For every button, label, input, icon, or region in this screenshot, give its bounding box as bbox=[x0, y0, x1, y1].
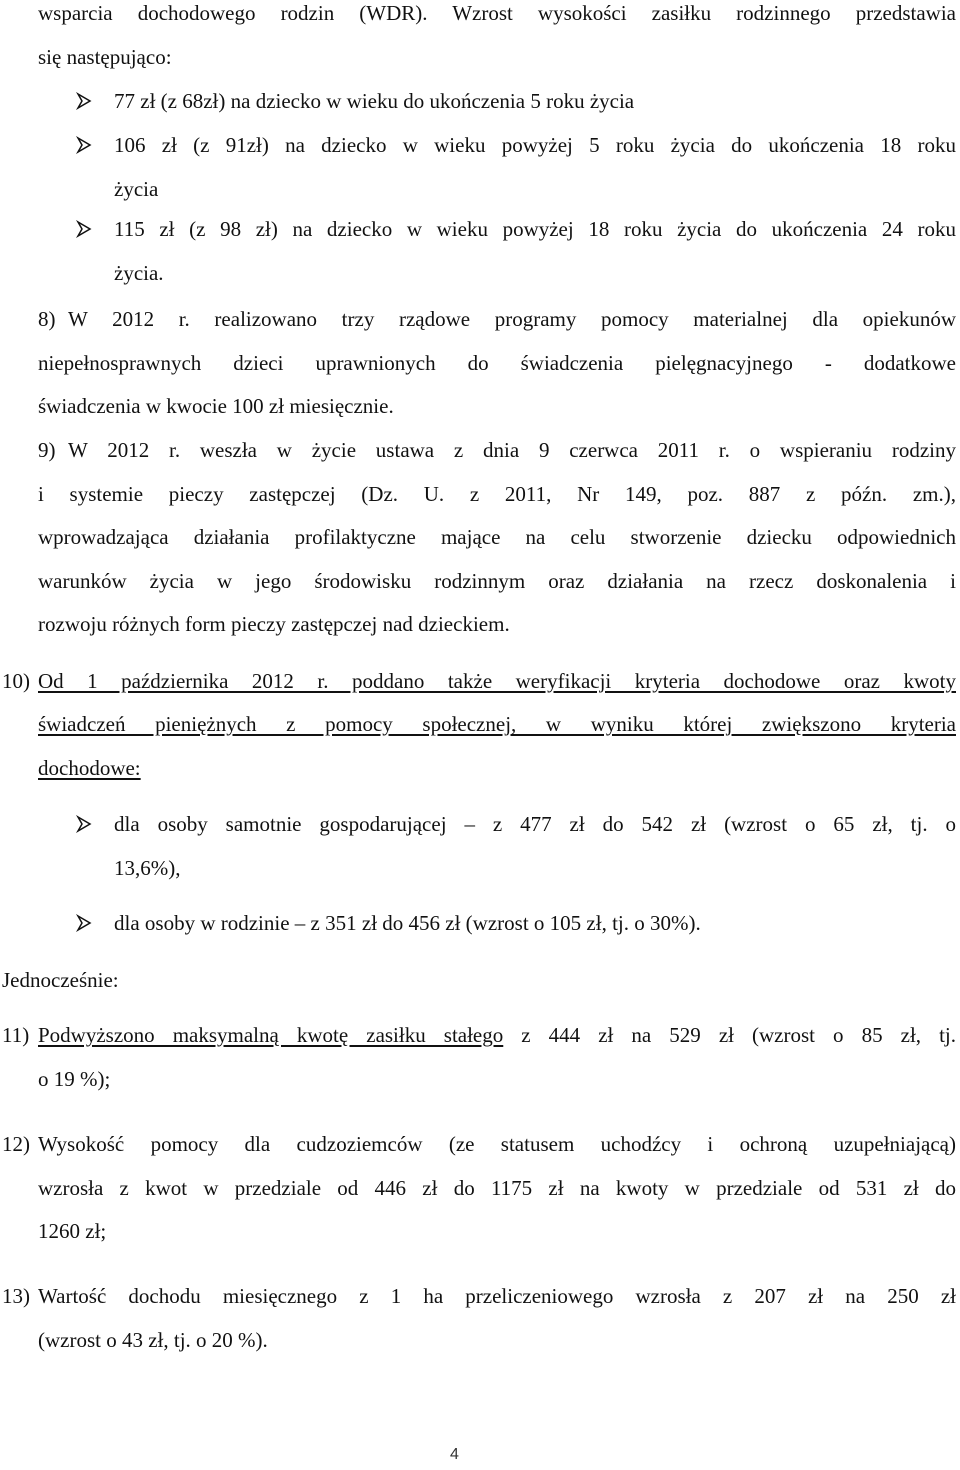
item-11-underlined: Podwyższono maksymalną kwotę zasiłku stałego bbox=[38, 1023, 504, 1047]
item-13-line-2: (wzrost o 43 zł, tj. o 20 %). bbox=[38, 1328, 268, 1352]
arrow-bullet-icon bbox=[76, 220, 92, 238]
item-10-line-1: Od 1 października 2012 r. poddano także weryfikacji kryteria dochodowe oraz kwoty bbox=[38, 669, 956, 693]
page-number: 4 bbox=[450, 1446, 459, 1463]
item-10-line-3: dochodowe: bbox=[38, 756, 141, 780]
item-11-line-2: o 19 %); bbox=[38, 1067, 111, 1091]
arrow-bullet-icon bbox=[76, 914, 92, 932]
criteria-item-2: dla osoby w rodzinie – z 351 zł do 456 zł (wzrost o 105 zł, tj. o 30%). bbox=[114, 911, 701, 935]
item-9-line-4: warunków życia w jego środowisku rodzinnym oraz działania na rzecz doskonalenia i bbox=[38, 569, 956, 593]
item-8-line-3: świadczenia w kwocie 100 zł miesięcznie. bbox=[38, 394, 394, 418]
arrow-bullet-icon bbox=[76, 815, 92, 833]
item-9-number: 9) bbox=[38, 438, 56, 462]
item-12-line-3: 1260 zł; bbox=[38, 1219, 107, 1243]
item-9-line-1: W 2012 r. weszła w życie ustawa z dnia 9 czerwca 2011 r. o wspieraniu rodziny bbox=[68, 438, 956, 462]
arrow-bullet-icon bbox=[76, 136, 92, 154]
item-11-line-1 bbox=[38, 1022, 956, 1048]
arrow-bullet-icon bbox=[76, 92, 92, 110]
intro-line-2: się następująco: bbox=[38, 45, 172, 69]
criteria-item-1-line-1: dla osoby samotnie gospodarującej – z 477 zł do 542 zł (wzrost o 65 zł, tj. o bbox=[114, 812, 956, 836]
item-8-number: 8) bbox=[38, 307, 56, 331]
item-13-number: 13) bbox=[2, 1284, 30, 1308]
item-10-line-2: świadczeń pieniężnych z pomocy społecznej, w wyniku której zwiększono kryteria bbox=[38, 712, 956, 736]
allowance-item-2-line-2: życia bbox=[114, 177, 159, 201]
item-12-line-1: Wysokość pomocy dla cudzoziemców (ze statusem uchodźcy i ochroną uzupełniającą) bbox=[38, 1132, 956, 1156]
allowance-item-2-line-1: 106 zł (z 91zł) na dziecko w wieku powyżej 5 roku życia do ukończenia 18 roku bbox=[114, 133, 956, 157]
allowance-item-1: 77 zł (z 68zł) na dziecko w wieku do ukończenia 5 roku życia bbox=[114, 89, 635, 113]
simultaneously-heading: Jednocześnie: bbox=[2, 968, 119, 992]
item-9-line-2: i systemie pieczy zastępczej (Dz. U. z 2011, Nr 149, poz. 887 z późn. zm.), bbox=[38, 482, 956, 506]
item-9-line-3: wprowadzająca działania profilaktyczne mające na celu stworzenie dziecku odpowiednich bbox=[38, 525, 956, 549]
item-8-line-1: W 2012 r. realizowano trzy rządowe programy pomocy materialnej dla opiekunów bbox=[68, 307, 956, 331]
item-11-number: 11) bbox=[2, 1023, 30, 1047]
item-11-rest: z 444 zł na 529 zł (wzrost o 85 zł, tj. bbox=[503, 1023, 956, 1047]
allowance-item-3-line-1: 115 zł (z 98 zł) na dziecko w wieku powyżej 18 roku życia do ukończenia 24 roku bbox=[114, 217, 956, 241]
item-8-line-2: niepełnosprawnych dzieci uprawnionych do świadczenia pielęgnacyjnego - dodatkowe bbox=[38, 351, 956, 375]
item-12-number: 12) bbox=[2, 1132, 30, 1156]
intro-line-1: wsparcia dochodowego rodzin (WDR). Wzrost wysokości zasiłku rodzinnego przedstawia bbox=[38, 1, 956, 25]
allowance-item-3-line-2: życia. bbox=[114, 261, 164, 285]
item-13-line-1: Wartość dochodu miesięcznego z 1 ha przeliczeniowego wzrosła z 207 zł na 250 zł bbox=[38, 1284, 956, 1308]
item-10-number: 10) bbox=[2, 669, 30, 693]
item-12-line-2: wzrosła z kwot w przedziale od 446 zł do 1175 zł na kwoty w przedziale od 531 zł do bbox=[38, 1176, 956, 1200]
criteria-item-1-line-2: 13,6%), bbox=[114, 856, 181, 880]
item-9-line-5: rozwoju różnych form pieczy zastępczej nad dzieckiem. bbox=[38, 612, 510, 636]
